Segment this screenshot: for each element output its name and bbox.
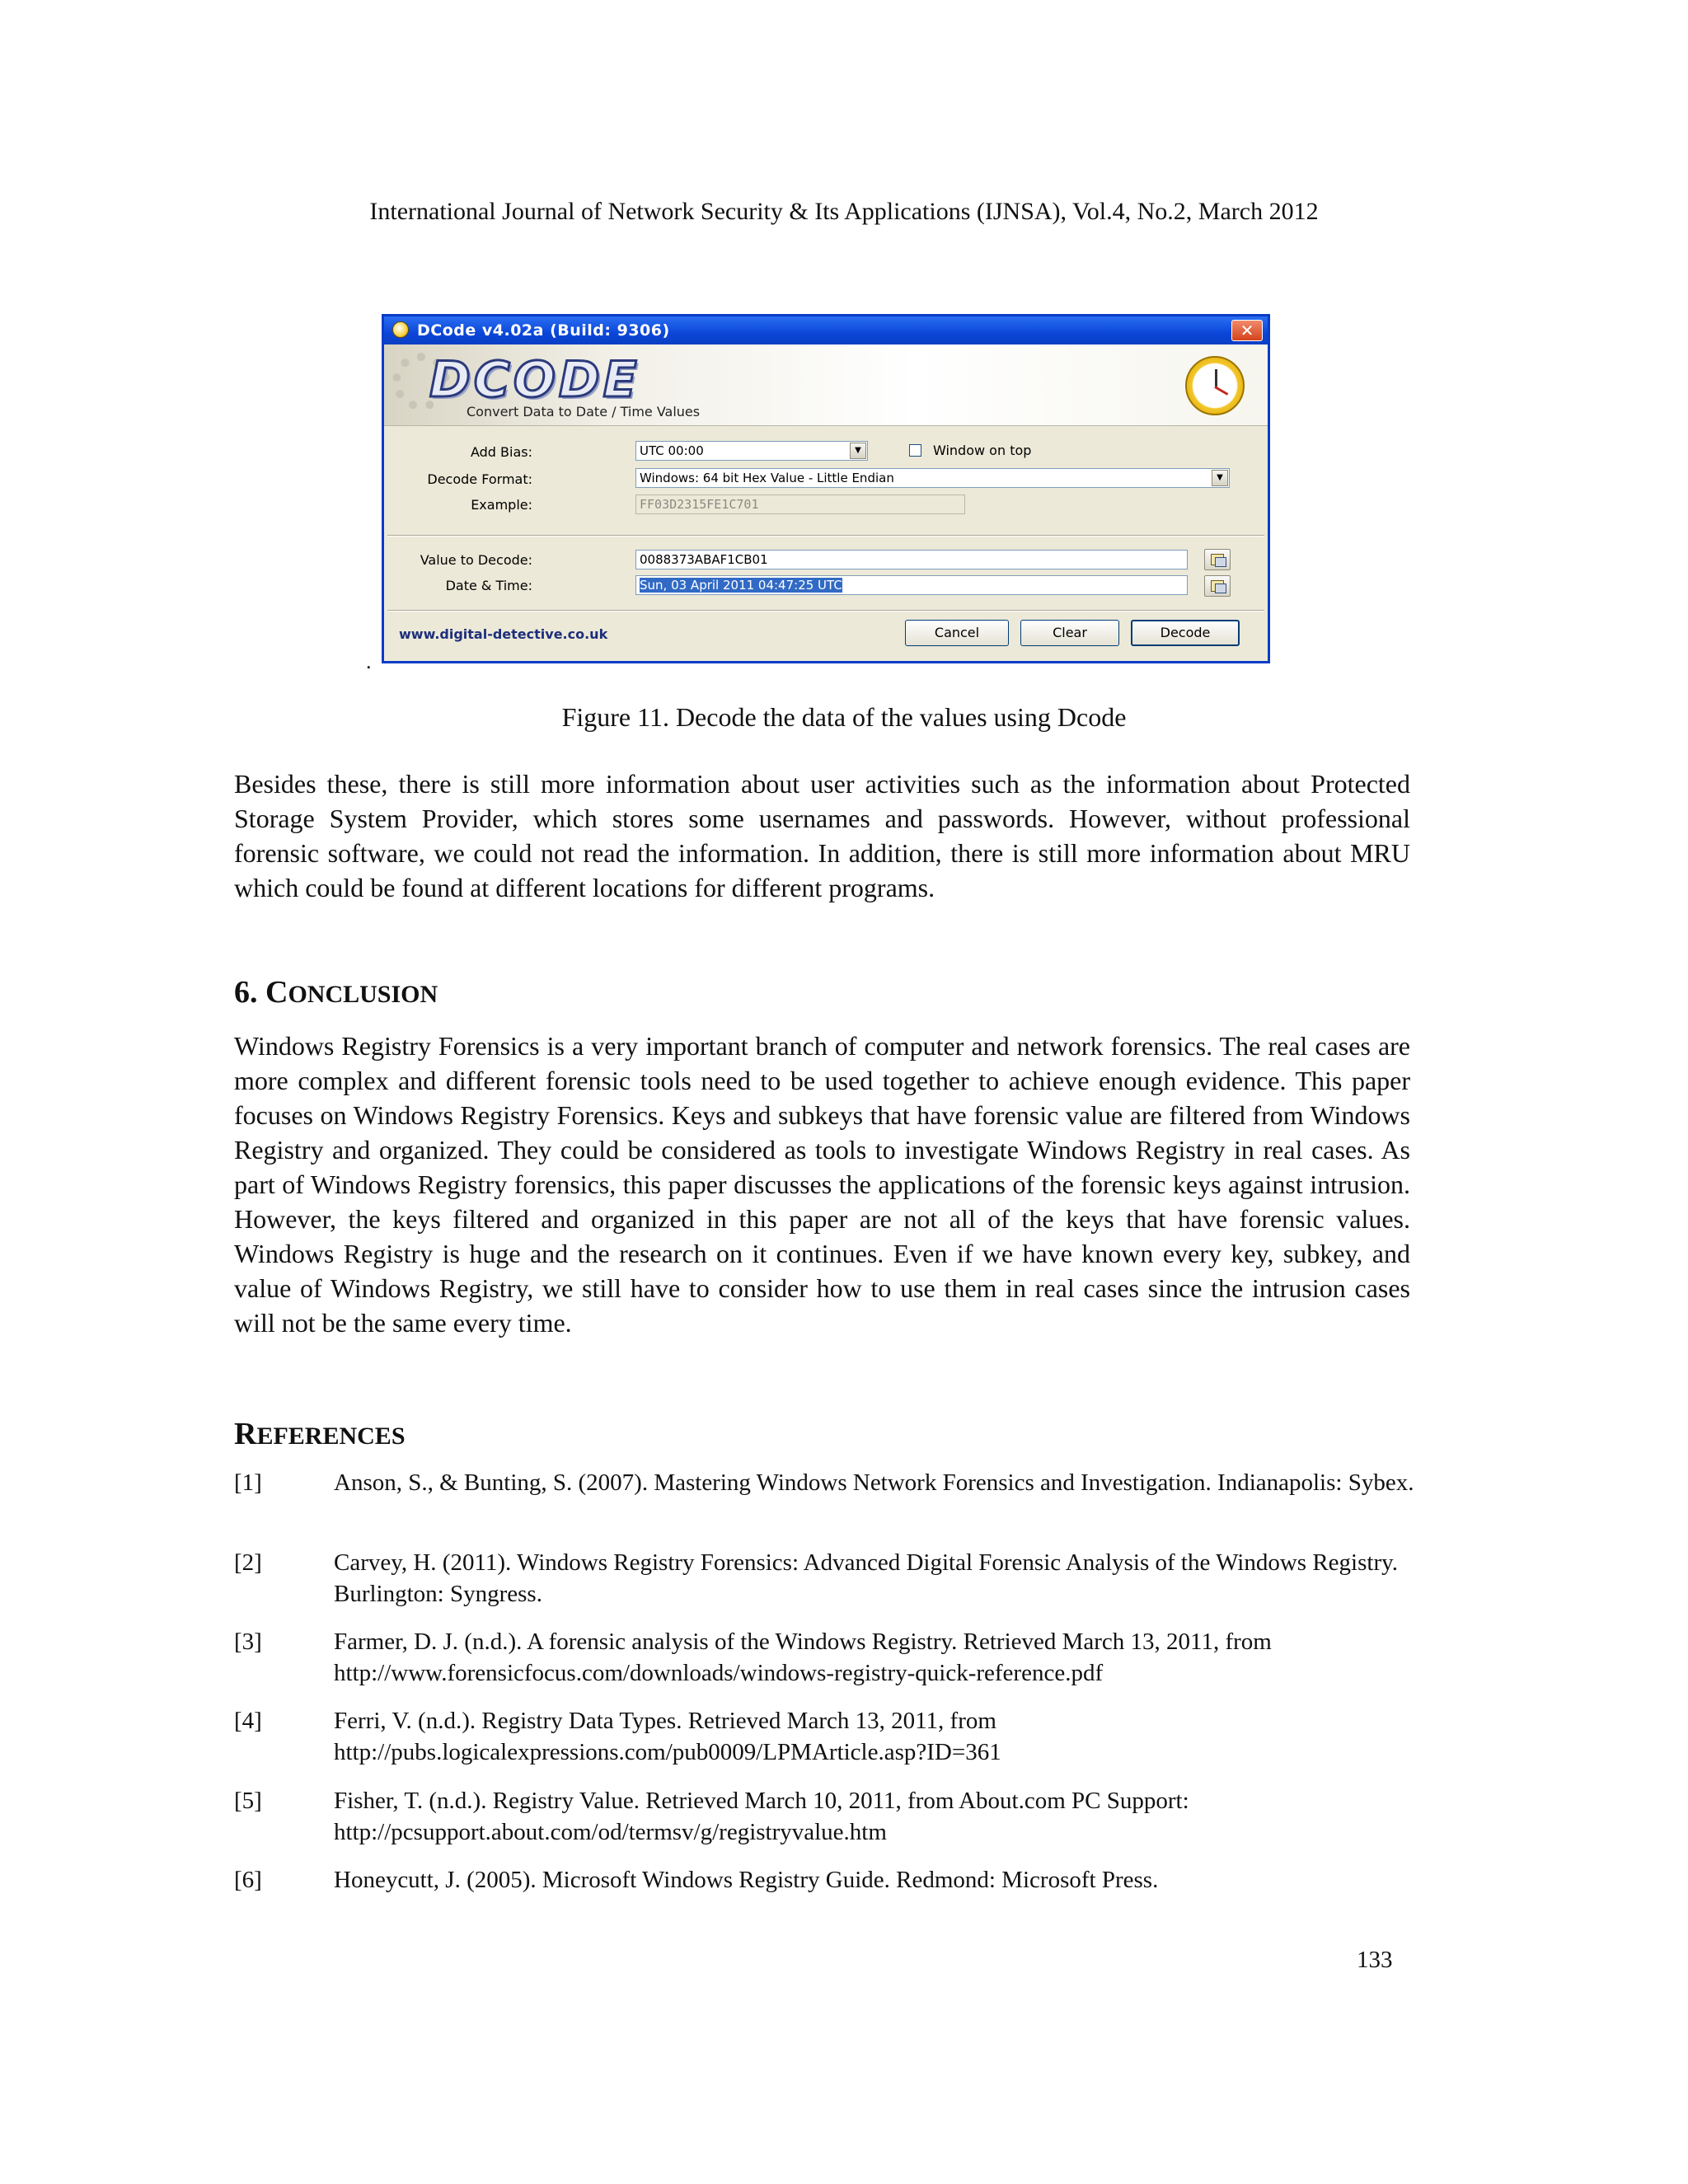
chevron-down-icon[interactable]: ▼ xyxy=(850,443,866,459)
reference-text: Ferri, V. (n.d.). Registry Data Types. Retrieved March 13, 2011, from http://pubs.logicalexpressions.com/pub0009/LPMArticle.asp?ID=361 xyxy=(334,1708,1001,1765)
reference-number: [2] xyxy=(234,1549,262,1576)
reference-number: [6] xyxy=(234,1867,262,1893)
reference-text: Fisher, T. (n.d.). Registry Value. Retrieved March 10, 2011, from About.com PC Support: http://pcsupport.about.com/od/termsv/g/registryvalue.htm xyxy=(334,1788,1189,1845)
date-time-output[interactable] xyxy=(635,575,1188,595)
decode-button[interactable]: Decode xyxy=(1131,620,1240,646)
add-bias-label: Add Bias: xyxy=(470,444,532,460)
title-bar xyxy=(384,316,1268,344)
close-button[interactable]: ✕ xyxy=(1231,320,1263,341)
body-paragraph: Besides these, there is still more information about user activities such as the information about Protected Storage System Provider, which stores some usernames and passwords. However, without professional forensic software, we could not read the information. In addition, there is still more information about MRU which could be found at different locations for different programs. xyxy=(234,769,1410,902)
window-on-top-label: Window on top xyxy=(933,443,1032,458)
section-number: 6. xyxy=(234,975,265,1010)
value-to-decode-input[interactable]: 0088373ABAF1CB01 xyxy=(635,550,1188,569)
example-label: Example: xyxy=(471,497,532,513)
decode-format-select[interactable] xyxy=(635,468,1230,488)
reference-number: [4] xyxy=(234,1708,262,1734)
dcode-window xyxy=(382,314,1270,663)
heading-rest: EFERENCES xyxy=(256,1422,406,1450)
reference-number: [3] xyxy=(234,1629,262,1655)
separator xyxy=(387,610,1264,612)
add-bias-value: UTC 00:00 xyxy=(640,443,704,458)
conclusion-paragraph: Windows Registry Forensics is a very important branch of computer and network forensics. The real cases are more complex and different forensic tools need to be used together to achieve enough evidence. This paper focuses on Windows Registry Forensics. Keys and subkeys that have forensic value are filtered from Windows Registry and organized. They could be considered as tools to investigate Windows Registry in real cases. As part of Windows Registry forensics, this paper discusses the applications of the forensic keys against intrusion. However, the keys filtered and organized in this paper are not all of the keys that have forensic values. Windows Registry is huge and the research on it continues. Even if we have known every key, subkey, and value of Windows Registry, we still have to consider how to use them in real cases since the intrusion cases will not be the same every time. xyxy=(234,1031,1410,1338)
decode-format-label: Decode Format: xyxy=(427,471,532,487)
example-field: FF03D2315FE1C701 xyxy=(635,494,965,514)
date-time-value: Sun, 03 April 2011 04:47:25 UTC xyxy=(640,578,842,593)
page-number: 133 xyxy=(1357,1947,1393,1973)
add-bias-select[interactable] xyxy=(635,441,868,461)
app-banner xyxy=(384,344,1268,426)
clear-button[interactable]: Clear xyxy=(1020,620,1119,646)
heading-initial: C xyxy=(265,975,288,1010)
section-heading-conclusion xyxy=(234,974,438,1010)
website-link[interactable]: www.digital-detective.co.uk xyxy=(399,626,608,642)
clock-icon xyxy=(1185,356,1245,415)
window-on-top-checkbox[interactable] xyxy=(909,444,921,457)
reference-number: [5] xyxy=(234,1788,262,1814)
copy-icon[interactable] xyxy=(1204,575,1231,597)
references-heading xyxy=(234,1416,406,1452)
app-clock-icon xyxy=(392,321,409,338)
reference-text: Farmer, D. J. (n.d.). A forensic analysis of the Windows Registry. Retrieved March 13, 2011, from http://www.forensicfocus.com/downloads/windows-registry-quick-reference.pdf xyxy=(334,1629,1272,1686)
reference-text: Carvey, H. (2011). Windows Registry Forensics: Advanced Digital Forensic Analysis of the Windows Registry. Burlington: Syngress. xyxy=(334,1549,1398,1607)
stray-mark: . xyxy=(366,649,372,673)
running-header: International Journal of Network Security & Its Applications (IJNSA), Vol.4, No.2, March 2012 xyxy=(369,198,1319,225)
heading-initial: R xyxy=(234,1417,257,1451)
reference-text: Honeycutt, J. (2005). Microsoft Windows Registry Guide. Redmond: Microsoft Press. xyxy=(334,1867,1159,1893)
app-subtitle: Convert Data to Date / Time Values xyxy=(467,404,701,419)
chevron-down-icon[interactable]: ▼ xyxy=(1212,470,1228,486)
dcode-logo: DCODE xyxy=(429,351,640,409)
figure-caption: Figure 11. Decode the data of the values using Dcode xyxy=(561,702,1127,732)
separator xyxy=(387,535,1264,537)
paste-icon[interactable] xyxy=(1204,549,1231,570)
value-to-decode-label: Value to Decode: xyxy=(420,552,532,568)
date-time-label: Date & Time: xyxy=(445,578,532,593)
decode-format-value: Windows: 64 bit Hex Value - Little Endian xyxy=(640,471,894,485)
reference-text: Anson, S., & Bunting, S. (2007). Mastering Windows Network Forensics and Investigation. Indianapolis: Sybex. xyxy=(334,1469,1414,1496)
cancel-button[interactable]: Cancel xyxy=(905,620,1009,646)
heading-rest: ONCLUSION xyxy=(288,981,438,1008)
reference-number: [1] xyxy=(234,1469,262,1496)
window-title: DCode v4.02a (Build: 9306) xyxy=(417,321,670,340)
